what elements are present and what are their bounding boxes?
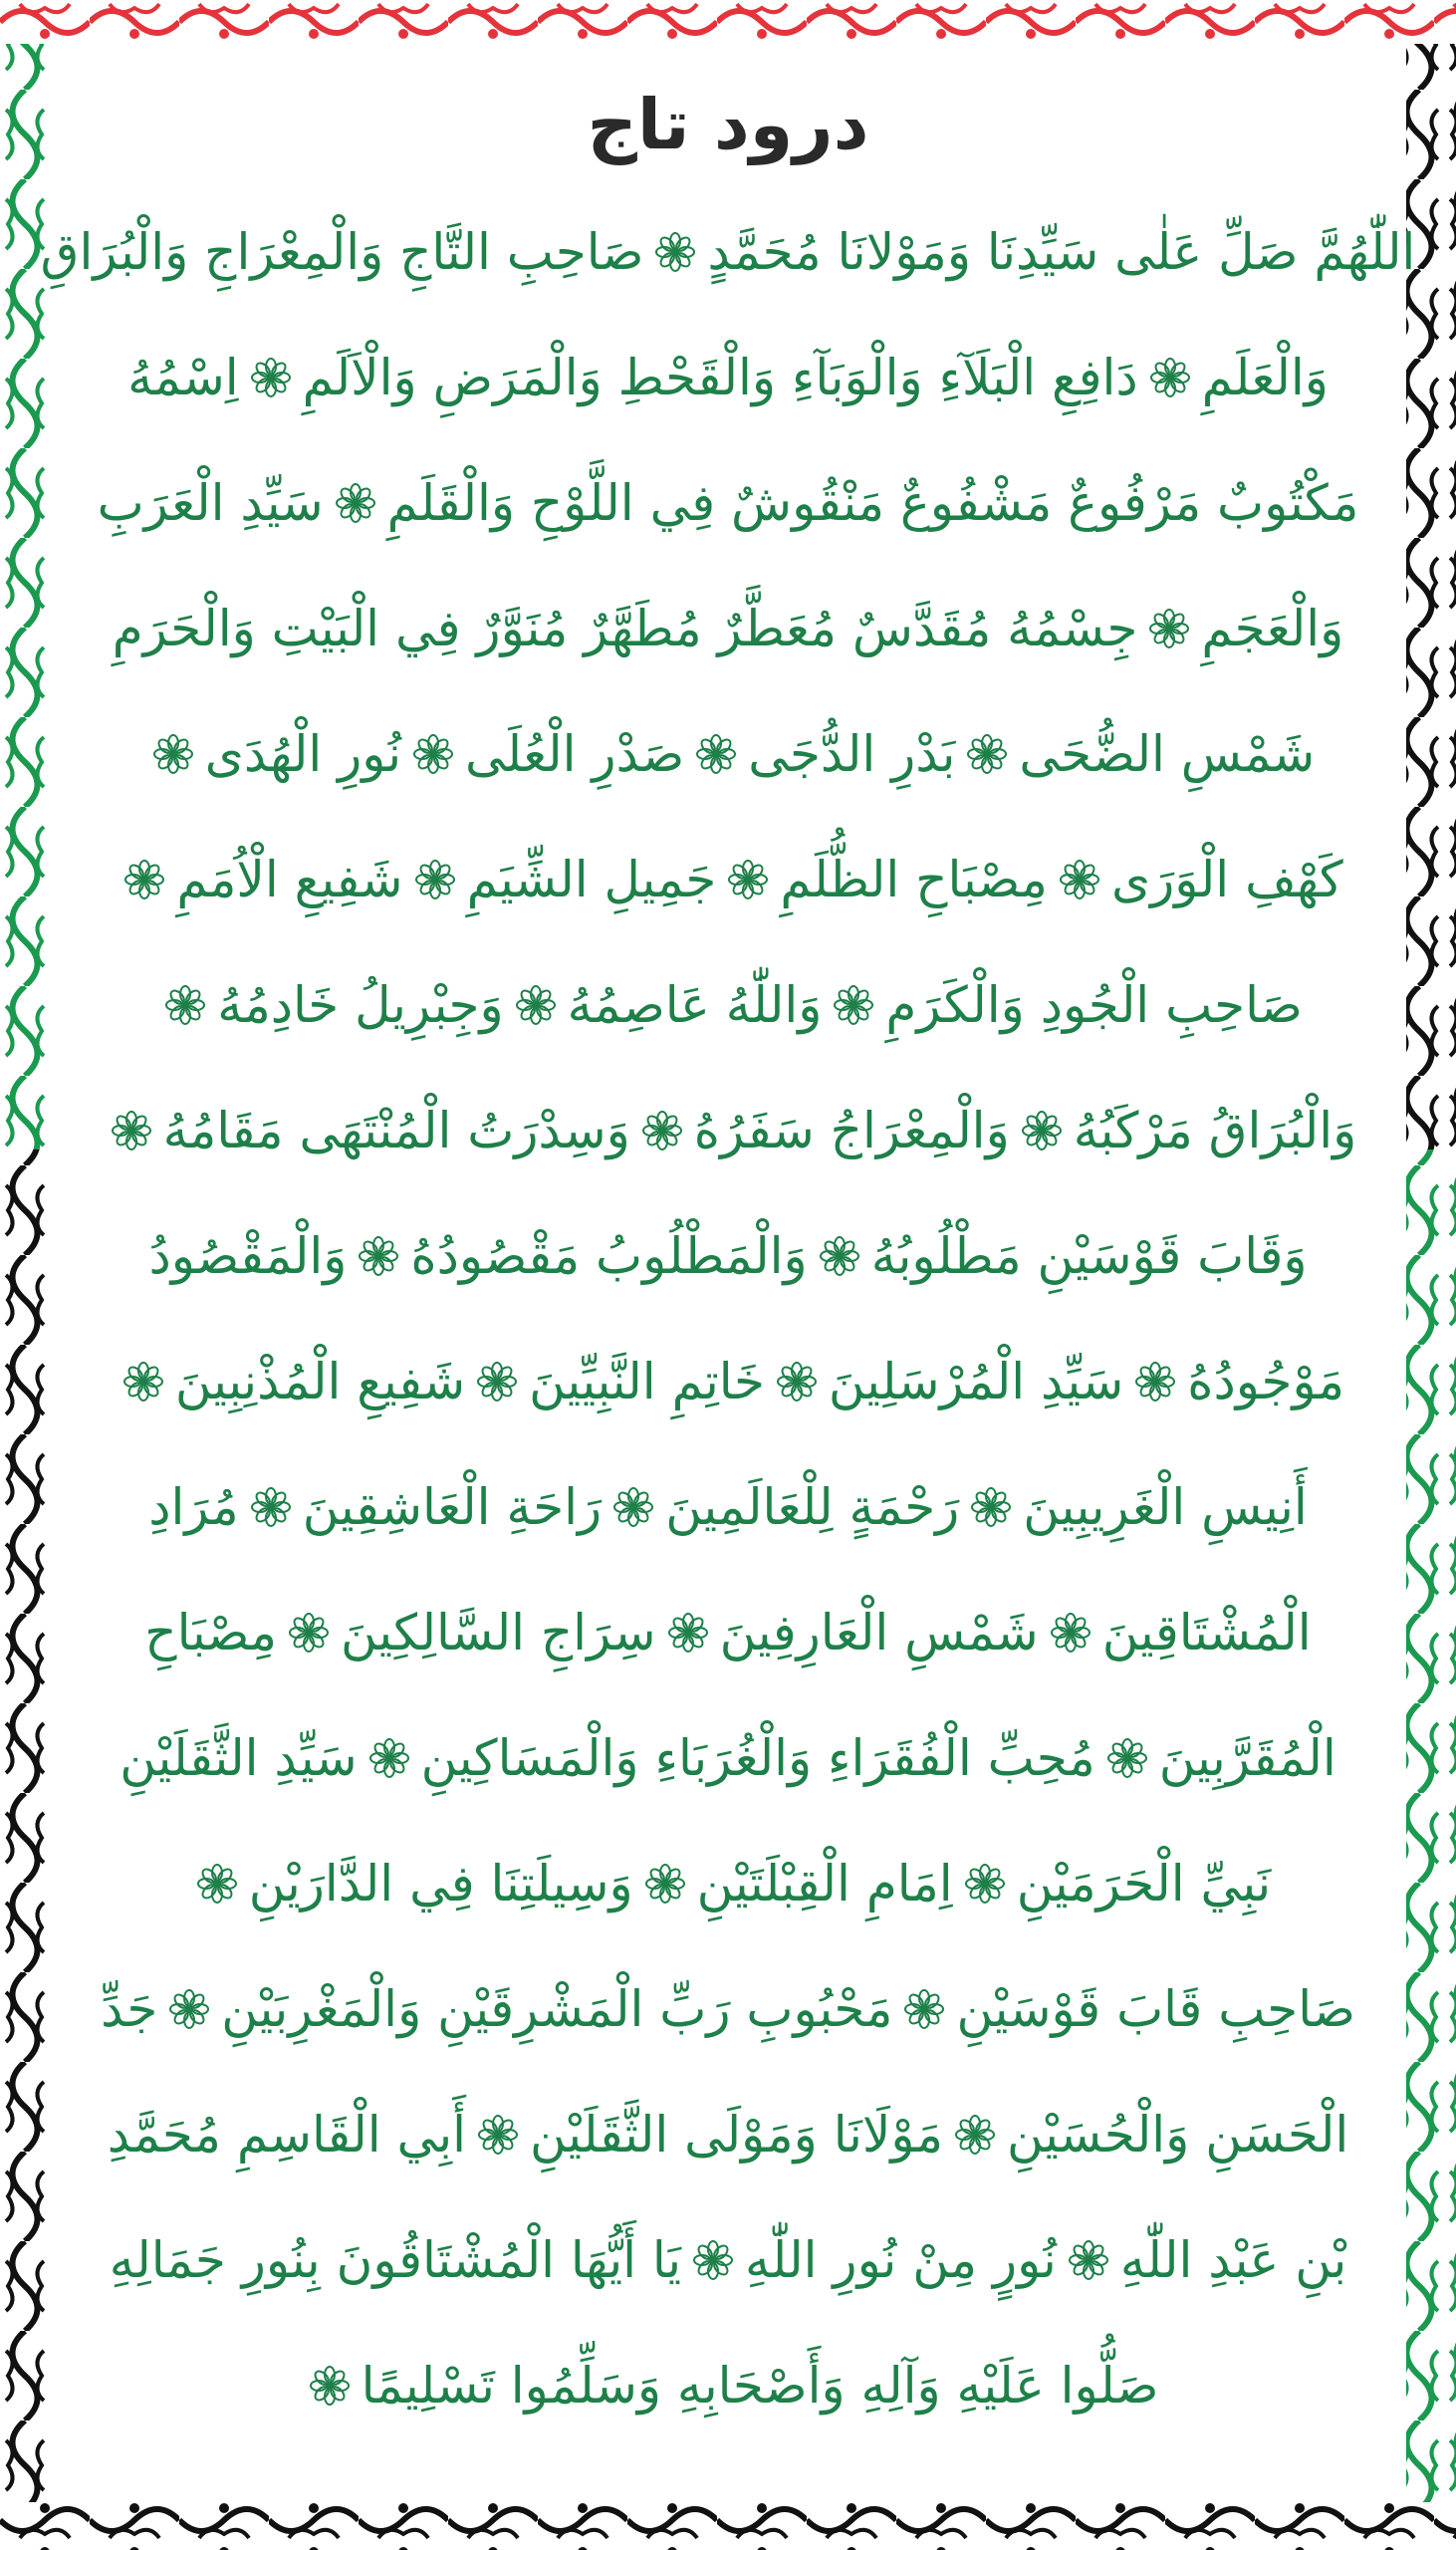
prayer-phrase: رَحْمَةٍ لِلْعَالَمِينَ xyxy=(665,1478,960,1536)
flower-rosette-icon xyxy=(124,860,164,899)
prayer-line xyxy=(96,1319,1360,1444)
prayer-phrase: وَقَابَ قَوْسَيْنِ مَطْلُوبُهُ xyxy=(870,1227,1308,1285)
flower-rosette-icon xyxy=(645,1864,685,1904)
prayer-phrase: كَهْفِ الْوَرَى xyxy=(1110,851,1343,908)
prayer-phrase: شَمْسِ الضُّحَى xyxy=(1019,725,1316,783)
flower-rosette-icon xyxy=(1135,1362,1175,1402)
prayer-phrase: مُحِبِّ الْفُقَرَاءِ وَالْغُرَبَاءِ وَالْمَسَاكِينِ xyxy=(420,1729,1095,1787)
prayer-phrase: وَالْمَقْصُودُ xyxy=(148,1227,348,1285)
prayer-phrase: اِسْمُهُ xyxy=(127,349,239,406)
flower-rosette-icon xyxy=(197,1864,237,1904)
prayer-phrase: خَاتِمِ النَّبِيِّينَ xyxy=(529,1353,765,1410)
prayer-phrase: جَدِّ xyxy=(101,1980,158,2038)
flower-rosette-icon xyxy=(696,734,736,774)
flower-rosette-icon xyxy=(971,1487,1011,1527)
prayer-line xyxy=(96,315,1360,440)
flower-rosette-icon xyxy=(1022,1111,1062,1150)
prayer-phrase: وَالْمِعْرَاجُ سَفَرُهُ xyxy=(693,1102,1010,1159)
flower-rosette-icon xyxy=(668,1613,708,1653)
prayer-phrase: اِمَامِ الْقِبْلَتَيْنِ xyxy=(696,1855,953,1912)
prayer-phrase: الْحَسَنِ وَالْحُسَيْنِ xyxy=(1007,2106,1349,2164)
flower-rosette-icon xyxy=(728,860,768,899)
flower-rosette-icon xyxy=(251,1487,291,1527)
prayer-phrase: وَالْعَجَمِ xyxy=(1201,600,1344,657)
flower-rosette-icon xyxy=(777,1362,817,1402)
flower-rosette-icon xyxy=(965,1864,1005,1904)
prayer-line xyxy=(40,189,1416,315)
flower-rosette-icon xyxy=(642,1111,682,1150)
prayer-phrase: وَالْبُرَاقُ مَرْكَبُهُ xyxy=(1073,1102,1357,1159)
flower-rosette-icon xyxy=(359,1236,398,1276)
flower-rosette-icon xyxy=(955,2115,995,2155)
prayer-phrase: مِصْبَاحِ xyxy=(144,1604,278,1661)
flower-rosette-icon xyxy=(310,2366,350,2406)
prayer-phrase: صَلُّوا عَلَيْهِ وَآلِهِ وَأَصْحَابِهِ وَسَلِّمُوا تَسْلِيمًا xyxy=(361,2357,1159,2415)
prayer-phrase: مَوْجُودُهُ xyxy=(1187,1353,1345,1410)
prayer-phrase: أَنِيسِ الْغَرِيبِينَ xyxy=(1023,1478,1308,1536)
prayer-phrase: نُورٍ مِنْ نُورِ اللّٰهِ xyxy=(745,2231,1057,2289)
prayer-phrase: وَسِيلَتِنَا فِي الدَّارَيْنِ xyxy=(248,1855,633,1912)
prayer-phrase: صَاحِبِ الْجُودِ وَالْكَرَمِ xyxy=(885,976,1303,1034)
flower-rosette-icon xyxy=(336,483,375,523)
flower-rosette-icon xyxy=(477,1362,517,1402)
prayer-phrase: وَاللّٰهُ عَاصِمُهُ xyxy=(567,976,823,1034)
flower-rosette-icon xyxy=(251,358,291,397)
prayer-phrase: سَيِّدِ الْمُرْسَلِينَ xyxy=(828,1353,1124,1410)
flower-rosette-icon xyxy=(834,985,873,1025)
prayer-phrase: بْنِ عَبْدِ اللّٰهِ xyxy=(1119,2231,1347,2289)
prayer-phrase: وَجِبْرِيلُ خَادِمُهُ xyxy=(217,976,504,1034)
prayer-line xyxy=(96,1946,1360,2072)
prayer-phrase: دَافِعِ الْبَلَآءِ وَالْوَبَآءِ وَالْقَحْطِ وَالْمَرَضِ وَالْاَلَمِ xyxy=(302,349,1138,406)
flower-rosette-icon xyxy=(289,1613,329,1653)
prayer-phrase: مُرَادِ xyxy=(148,1478,239,1536)
flower-rosette-icon xyxy=(169,1989,209,2029)
flower-rosette-icon xyxy=(967,734,1007,774)
prayer-line xyxy=(96,1695,1360,1821)
flower-rosette-icon xyxy=(1060,860,1099,899)
flower-rosette-icon xyxy=(165,985,205,1025)
prayer-phrase: اللّٰهُمَّ صَلِّ عَلٰى سَيِّدِنَا وَمَوْلانَا مُحَمَّدٍ xyxy=(707,223,1416,281)
flower-rosette-icon xyxy=(415,860,455,899)
flower-rosette-icon xyxy=(613,1487,653,1527)
prayer-phrase: صَاحِبِ قَابَ قَوْسَيْنِ xyxy=(956,1980,1355,2038)
prayer-line xyxy=(96,817,1360,942)
prayer-phrase: مِصْبَاحِ الظُّلَمِ xyxy=(780,851,1048,908)
prayer-phrase: صَاحِبِ التَّاجِ وَالْمِعْرَاجِ وَالْبُرَاقِ xyxy=(40,223,644,281)
prayer-phrase: الْمُقَرَّبِينَ xyxy=(1158,1729,1336,1787)
flower-rosette-icon xyxy=(820,1236,859,1276)
prayer-line xyxy=(96,691,1360,817)
prayer-line xyxy=(96,1068,1360,1193)
prayer-phrase: الْمُشْتَاقِينَ xyxy=(1101,1604,1312,1661)
prayer-phrase: جَمِيلِ الشِّيَمِ xyxy=(466,851,717,908)
prayer-phrase: نَبِيِّ الْحَرَمَيْنِ xyxy=(1016,1855,1272,1912)
prayer-line xyxy=(96,942,1360,1068)
prayer-phrase: جِسْمُهُ مُقَدَّسٌ مُعَطَّرٌ مُطَهَّرٌ مُنَوَّرٌ فِي الْبَيْتِ وَالْحَرَمِ xyxy=(112,600,1138,657)
prayer-phrase: مَحْبُوبِ رَبِّ الْمَشْرِقَيْنِ وَالْمَغْرِبَيْنِ xyxy=(221,1980,893,2038)
flower-rosette-icon xyxy=(655,232,695,272)
prayer-line xyxy=(96,1193,1360,1319)
flower-rosette-icon xyxy=(413,734,453,774)
flower-rosette-icon xyxy=(1150,358,1190,397)
prayer-text xyxy=(40,189,1416,2448)
prayer-phrase: وَالْعَلَمِ xyxy=(1201,349,1329,406)
flower-rosette-icon xyxy=(1069,2240,1108,2280)
prayer-phrase: وَسِدْرَتُ الْمُنْتَهَى مَقَامُهُ xyxy=(162,1102,630,1159)
flower-rosette-icon xyxy=(904,1989,944,2029)
prayer-line xyxy=(96,2197,1360,2323)
prayer-phrase: سَيِّدِ الْعَرَبِ xyxy=(97,474,324,532)
page-title: درود تاج xyxy=(587,84,869,165)
prayer-phrase: وَالْمَطْلُوبُ مَقْصُودُهُ xyxy=(410,1227,808,1285)
prayer-line xyxy=(96,1570,1360,1695)
flower-rosette-icon xyxy=(516,985,556,1025)
prayer-phrase: شَمْسِ الْعَارِفِينَ xyxy=(719,1604,1039,1661)
prayer-line xyxy=(96,2323,1360,2448)
flower-rosette-icon xyxy=(1149,609,1189,648)
prayer-phrase: شَفِيعِ الْاُمَمِ xyxy=(176,851,403,908)
flower-rosette-icon xyxy=(123,1362,163,1402)
flower-rosette-icon xyxy=(153,734,193,774)
flower-rosette-icon xyxy=(112,1111,151,1150)
prayer-line xyxy=(96,440,1360,566)
prayer-phrase: يَا أَيُّهَا الْمُشْتَاقُونَ بِنُورِ جَمَالِهِ xyxy=(109,2231,682,2289)
prayer-phrase: بَدْرِ الدُّجَى xyxy=(748,725,956,783)
prayer-line xyxy=(96,566,1360,691)
flower-rosette-icon xyxy=(693,2240,733,2280)
prayer-phrase: سِرَاجِ السَّالِكِينَ xyxy=(341,1604,656,1661)
prayer-phrase: مَوْلَانَا وَمَوْلَى الثَّقَلَيْنِ xyxy=(530,2106,943,2164)
prayer-phrase: أَبِي الْقَاسِمِ مُحَمَّدِ xyxy=(107,2106,467,2164)
prayer-line xyxy=(96,2072,1360,2197)
prayer-card xyxy=(40,70,1416,2460)
flower-rosette-icon xyxy=(369,1738,409,1778)
prayer-line xyxy=(96,1821,1360,1946)
prayer-phrase: صَدْرِ الْعُلَى xyxy=(465,725,685,783)
prayer-phrase: مَكْتُوبٌ مَرْفُوعٌ مَشْفُوعٌ مَنْقُوشٌ فِي اللَّوْحِ وَالْقَلَمِ xyxy=(386,474,1359,532)
flower-rosette-icon xyxy=(478,2115,518,2155)
prayer-line xyxy=(96,1444,1360,1570)
prayer-phrase: نُورِ الْهُدَى xyxy=(204,725,402,783)
flower-rosette-icon xyxy=(1107,1738,1147,1778)
prayer-phrase: سَيِّدِ الثَّقَلَيْنِ xyxy=(120,1729,358,1787)
flower-rosette-icon xyxy=(1051,1613,1091,1653)
prayer-phrase: رَاحَةِ الْعَاشِقِينَ xyxy=(302,1478,603,1536)
prayer-phrase: شَفِيعِ الْمُذْنِبِينَ xyxy=(174,1353,466,1410)
